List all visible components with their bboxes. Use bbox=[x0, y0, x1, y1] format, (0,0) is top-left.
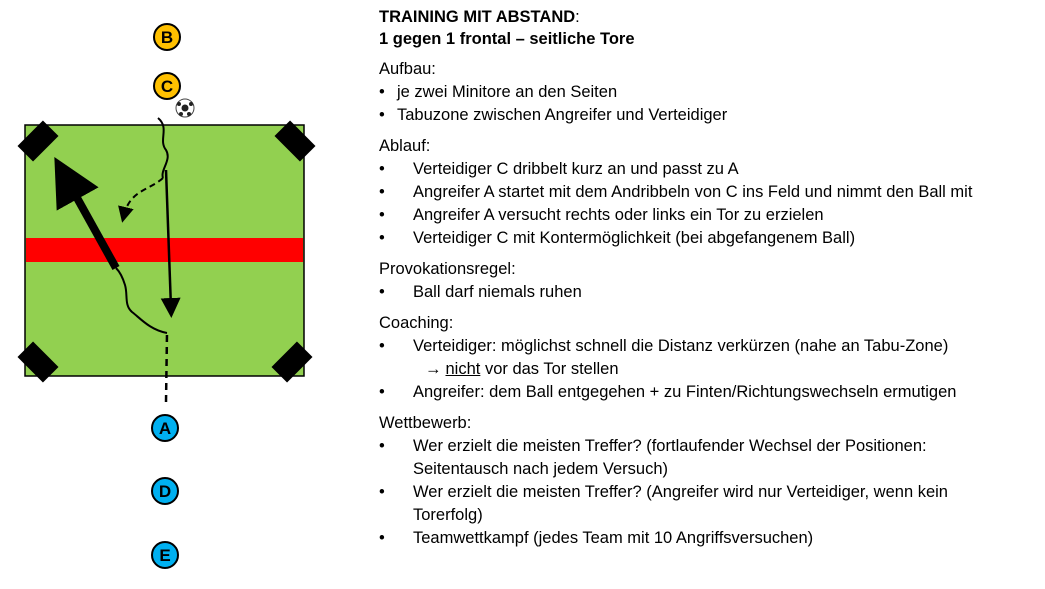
list-item bbox=[379, 181, 1039, 204]
section-coaching bbox=[379, 312, 1039, 404]
list-item bbox=[379, 227, 1039, 250]
list-item-text: Teamwettkampf (jedes Team mit 10 Angriffsversuchen) bbox=[413, 529, 814, 547]
list-item bbox=[379, 281, 1039, 304]
list-item-text: Verteidiger: möglichst schnell die Distanz verkürzen (nahe an Tabu-Zone) bbox=[413, 337, 949, 355]
provokation-list bbox=[379, 281, 1039, 304]
bullet-icon: • bbox=[379, 206, 385, 224]
title-colon: : bbox=[575, 8, 580, 26]
player-marker-b bbox=[154, 24, 180, 50]
player-label: E bbox=[159, 546, 171, 565]
section-heading: Aufbau: bbox=[379, 60, 436, 78]
list-item bbox=[379, 204, 1039, 227]
bullet-icon: • bbox=[379, 383, 385, 401]
bullet-icon: • bbox=[379, 183, 385, 201]
list-item-text: Tabuzone zwischen Angreifer und Verteidiger bbox=[397, 106, 728, 124]
list-item-text: Wer erzielt die meisten Treffer? (Angreifer wird nur Verteidiger, wenn kein bbox=[413, 483, 948, 501]
list-item-text: Verteidiger C mit Kontermöglichkeit (bei abgefangenem Ball) bbox=[413, 229, 856, 247]
training-diagram bbox=[0, 0, 340, 589]
bullet-icon: • bbox=[379, 106, 385, 124]
bullet-icon: • bbox=[379, 229, 385, 247]
sub-line bbox=[413, 358, 1039, 381]
list-item bbox=[379, 81, 1039, 104]
player-label: D bbox=[158, 482, 172, 501]
list-item-text: Angreifer: dem Ball entgegehen + zu Finten/Richtungswechseln ermutigen bbox=[413, 383, 957, 401]
list-item bbox=[379, 104, 1039, 127]
list-item bbox=[379, 527, 1039, 550]
section-wettbewerb bbox=[379, 412, 1039, 550]
list-item bbox=[379, 435, 1039, 481]
player-marker-d bbox=[152, 478, 178, 504]
section-heading: Provokationsregel: bbox=[379, 260, 516, 278]
player-label: B bbox=[160, 28, 174, 47]
title-bold: TRAINING MIT ABSTAND bbox=[379, 8, 576, 26]
tabuzone bbox=[26, 238, 303, 262]
bullet-icon: • bbox=[379, 83, 385, 101]
player-marker-a bbox=[152, 415, 178, 441]
bullet-icon: • bbox=[379, 283, 385, 301]
list-item-text: Ball darf niemals ruhen bbox=[413, 283, 582, 301]
section-heading: Ablauf: bbox=[379, 137, 431, 155]
section-provokation bbox=[379, 258, 1039, 304]
list-item-text: Verteidiger C dribbelt kurz an und passt zu A bbox=[413, 160, 739, 178]
title-line-1 bbox=[379, 6, 1039, 28]
list-item bbox=[379, 381, 1039, 404]
ablauf-list bbox=[379, 158, 1039, 250]
list-item bbox=[379, 158, 1039, 181]
soccer-ball-icon bbox=[176, 99, 194, 117]
bullet-icon: • bbox=[379, 437, 385, 455]
bullet-icon: • bbox=[379, 483, 385, 501]
section-ablauf bbox=[379, 135, 1039, 250]
section-heading: Wettbewerb: bbox=[379, 414, 472, 432]
sub-line-text: vor das Tor stellen bbox=[480, 360, 619, 378]
underlined-word: nicht bbox=[445, 360, 481, 378]
list-item bbox=[379, 481, 1039, 527]
arrow-right-icon: → bbox=[425, 360, 442, 378]
section-heading: Coaching: bbox=[379, 314, 454, 332]
title-line-2: 1 gegen 1 frontal – seitliche Tore bbox=[379, 30, 635, 48]
list-item-text: Angreifer A startet mit dem Andribbeln von C ins Feld und nimmt den Ball mit bbox=[413, 183, 973, 201]
bullet-icon: • bbox=[379, 160, 385, 178]
list-item-text-cont: Seitentausch nach jedem Versuch) bbox=[413, 460, 668, 478]
bullet-icon: • bbox=[379, 529, 385, 547]
bullet-icon: • bbox=[379, 337, 385, 355]
player-label: A bbox=[158, 419, 172, 438]
player-label: C bbox=[160, 77, 174, 96]
list-item-text: je zwei Minitore an den Seiten bbox=[397, 83, 618, 101]
player-marker-c bbox=[154, 73, 180, 99]
instruction-panel bbox=[379, 6, 1039, 550]
list-item-text: Wer erzielt die meisten Treffer? (fortlaufender Wechsel der Positionen: bbox=[413, 437, 927, 455]
list-item bbox=[379, 335, 1039, 381]
wettbewerb-list bbox=[379, 435, 1039, 550]
section-aufbau bbox=[379, 58, 1039, 127]
list-item-text: Angreifer A versucht rechts oder links ein Tor zu erzielen bbox=[413, 206, 824, 224]
coaching-list bbox=[379, 335, 1039, 404]
aufbau-list bbox=[379, 81, 1039, 127]
list-item-text-cont: Torerfolg) bbox=[413, 506, 483, 524]
player-marker-e bbox=[152, 542, 178, 568]
